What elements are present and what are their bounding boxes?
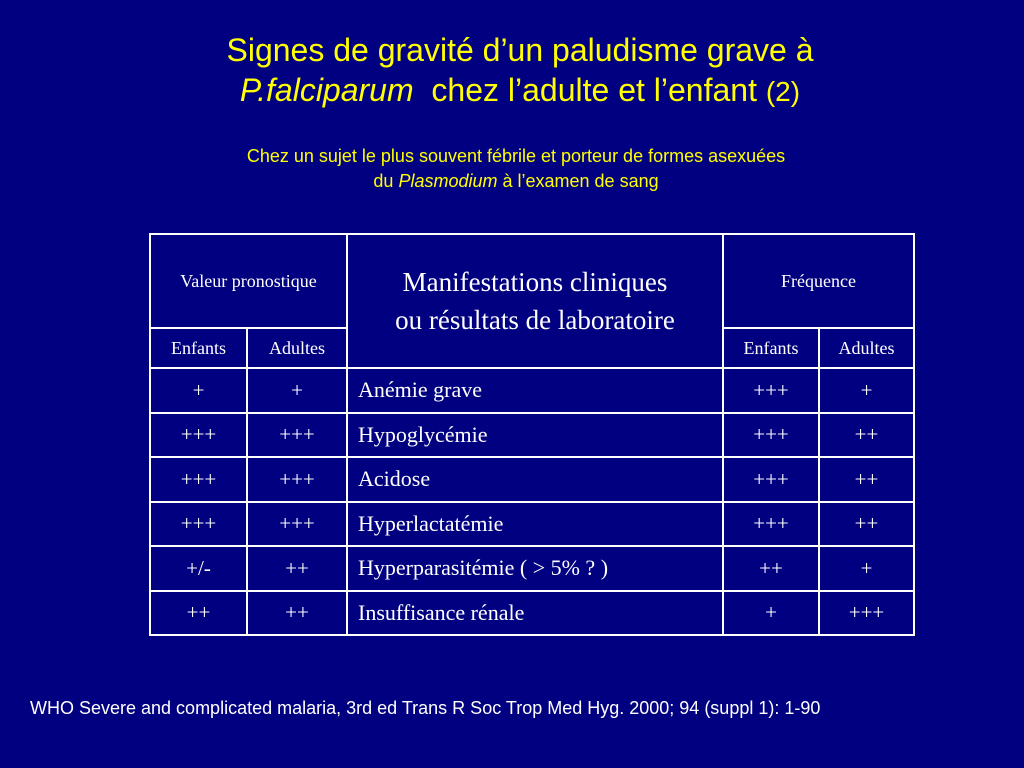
- header-row: [150, 234, 914, 328]
- subtitle-pre: du: [373, 171, 394, 191]
- header-manifestations: [347, 234, 723, 368]
- title-number: (2): [765, 76, 801, 107]
- subheader-enfants-right: Enfants: [723, 328, 819, 368]
- table-row: [150, 413, 914, 458]
- subheader-adultes-left: Adultes: [247, 328, 347, 368]
- cell-valeur-enfants: ++: [150, 591, 247, 636]
- cell-frequence-adultes: ++: [819, 413, 914, 458]
- cell-valeur-adultes: +: [247, 368, 347, 413]
- cell-manifestation: Hyperparasitémie ( > 5% ? ): [347, 546, 723, 591]
- cell-valeur-adultes: ++: [247, 546, 347, 591]
- subtitle-post: à l’examen de sang: [502, 171, 659, 191]
- cell-valeur-adultes: ++: [247, 591, 347, 636]
- cell-valeur-enfants: +++: [150, 502, 247, 547]
- table-row: [150, 591, 914, 636]
- title-line-1: Signes de gravité d’un paludisme grave à: [226, 32, 814, 68]
- subheader-enfants-left: Enfants: [150, 328, 247, 368]
- cell-frequence-enfants: +++: [723, 457, 819, 502]
- cell-manifestation: Insuffisance rénale: [347, 591, 723, 636]
- header-frequence: Fréquence: [723, 234, 914, 328]
- cell-valeur-adultes: +++: [247, 457, 347, 502]
- cell-valeur-adultes: +++: [247, 413, 347, 458]
- cell-frequence-adultes: ++: [819, 502, 914, 547]
- cell-frequence-adultes: +: [819, 368, 914, 413]
- cell-frequence-enfants: +: [723, 591, 819, 636]
- header-manifestations-line-1: Manifestations cliniques: [402, 267, 668, 297]
- title-species: P.falciparum: [239, 72, 414, 108]
- title-line-2: [0, 70, 1024, 112]
- table-row: [150, 502, 914, 547]
- subheader-adultes-right: Adultes: [819, 328, 914, 368]
- cell-frequence-adultes: +: [819, 546, 914, 591]
- subtitle-line-1: Chez un sujet le plus souvent fébrile et porteur de formes asexuées: [246, 146, 786, 166]
- cell-manifestation: Anémie grave: [347, 368, 723, 413]
- cell-frequence-enfants: +++: [723, 368, 819, 413]
- cell-frequence-adultes: ++: [819, 457, 914, 502]
- cell-valeur-enfants: +++: [150, 457, 247, 502]
- cell-frequence-enfants: +++: [723, 413, 819, 458]
- cell-frequence-enfants: ++: [723, 546, 819, 591]
- subtitle-line-2: [0, 169, 1024, 194]
- cell-frequence-adultes: +++: [819, 591, 914, 636]
- cell-valeur-enfants: +++: [150, 413, 247, 458]
- cell-frequence-enfants: +++: [723, 502, 819, 547]
- subtitle-italic: Plasmodium: [398, 171, 498, 191]
- cell-manifestation: Hyperlactatémie: [347, 502, 723, 547]
- header-valeur-pronostique: Valeur pronostique: [150, 234, 347, 328]
- slide-subtitle: [0, 144, 1024, 194]
- reference-footer: WHO Severe and complicated malaria, 3rd ed Trans R Soc Trop Med Hyg. 2000; 94 (suppl 1): 1-90: [30, 698, 821, 718]
- cell-manifestation: Acidose: [347, 457, 723, 502]
- cell-valeur-enfants: +: [150, 368, 247, 413]
- cell-valeur-enfants: +/-: [150, 546, 247, 591]
- header-manifestations-line-2: ou résultats de laboratoire: [395, 305, 675, 335]
- title-rest: chez l’adulte et l’enfant: [431, 72, 757, 108]
- slide-title: [0, 30, 1024, 112]
- table-row: [150, 546, 914, 591]
- table-row: [150, 457, 914, 502]
- cell-valeur-adultes: +++: [247, 502, 347, 547]
- cell-manifestation: Hypoglycémie: [347, 413, 723, 458]
- severity-table: [149, 233, 915, 636]
- table-row: [150, 368, 914, 413]
